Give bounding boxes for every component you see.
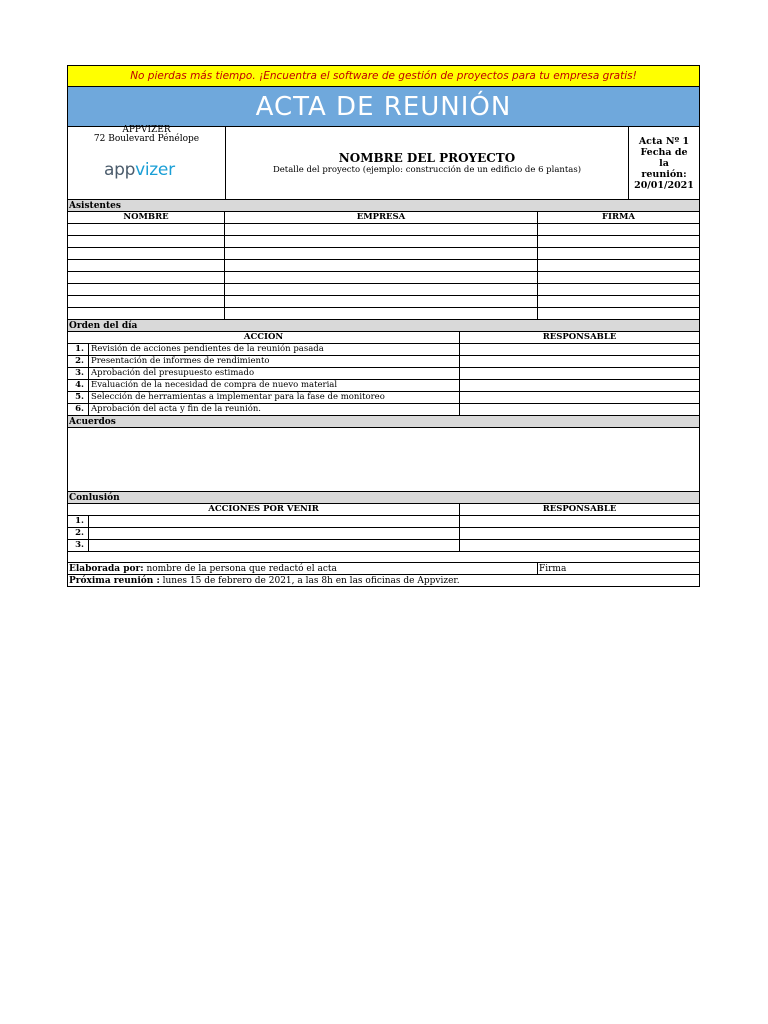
asistente-nombre-cell[interactable]	[68, 248, 225, 259]
agenda-responsable-cell[interactable]	[460, 392, 699, 403]
agenda-row	[67, 404, 700, 416]
asistente-empresa-cell[interactable]	[225, 272, 538, 283]
asistente-firma-cell[interactable]	[538, 284, 699, 295]
asistente-nombre-cell[interactable]	[68, 284, 225, 295]
agenda-responsable-cell[interactable]	[460, 344, 699, 355]
agenda-item-text[interactable]: Revisión de acciones pendientes de la reunión pasada	[89, 344, 460, 355]
asistente-firma-cell[interactable]	[538, 272, 699, 283]
proxima-row	[67, 575, 700, 587]
agenda-number: 6.	[68, 404, 89, 415]
elaborada-row	[67, 563, 700, 575]
agenda-row	[67, 344, 700, 356]
col-responsable: RESPONSABLE	[542, 332, 617, 342]
section-orden: Orden del día	[67, 320, 700, 332]
proxima-label: Próxima reunión :	[69, 576, 160, 586]
asistente-nombre-cell[interactable]	[68, 224, 225, 235]
asistente-empresa-cell[interactable]	[225, 296, 538, 307]
proxima-cell[interactable]	[68, 575, 699, 586]
agenda-row	[67, 392, 700, 404]
conclusion-responsable-cell[interactable]	[460, 528, 699, 539]
asistente-row	[67, 284, 700, 296]
col-acciones-venir: ACCIONES POR VENIR	[68, 504, 460, 515]
firma-cell[interactable]	[538, 563, 699, 574]
conclusion-action-cell[interactable]	[89, 516, 460, 527]
section-conclusion: Conlusión	[67, 492, 700, 504]
conclusion-row	[67, 528, 700, 540]
col-responsable-conclusion: RESPONSABLE	[542, 504, 617, 514]
agenda-item-text[interactable]: Evaluación de la necesidad de compra de nuevo material	[89, 380, 460, 391]
agenda-number: 1.	[68, 344, 89, 355]
asistente-row	[67, 308, 700, 320]
asistente-row	[67, 236, 700, 248]
conclusion-number: 1.	[68, 516, 89, 527]
company-info	[68, 127, 226, 199]
agenda-item-text[interactable]: Presentación de informes de rendimiento	[89, 356, 460, 367]
section-asistentes: Asistentes	[67, 200, 700, 212]
appvizer-logo: appvizer	[104, 160, 175, 180]
header-block	[67, 127, 700, 200]
asistente-firma-cell[interactable]	[538, 224, 699, 235]
agenda-row	[67, 356, 700, 368]
agenda-number: 4.	[68, 380, 89, 391]
asistente-row	[67, 224, 700, 236]
fecha-label: Fecha de la reunión:	[640, 146, 688, 180]
agenda-responsable-cell[interactable]	[460, 368, 699, 379]
elaborada-value: nombre de la persona que redactó el acta	[143, 564, 337, 574]
page-title: ACTA DE REUNIÓN	[67, 87, 700, 127]
firma-label: Firma	[539, 564, 567, 574]
asistente-empresa-cell[interactable]	[225, 224, 538, 235]
conclusion-responsable-cell[interactable]	[460, 540, 699, 551]
conclusion-action-cell[interactable]	[89, 528, 460, 539]
agenda-responsable-cell[interactable]	[460, 380, 699, 391]
asistente-nombre-cell[interactable]	[68, 260, 225, 271]
asistente-nombre-cell[interactable]	[68, 308, 225, 319]
agenda-number: 3.	[68, 368, 89, 379]
agenda-row	[67, 368, 700, 380]
elaborada-label: Elaborada por:	[69, 564, 144, 574]
conclusion-responsable-cell[interactable]	[460, 516, 699, 527]
elaborada-cell[interactable]	[68, 563, 538, 574]
asistente-row	[67, 260, 700, 272]
spacer-row	[67, 552, 700, 563]
acta-number: Acta Nº 1	[638, 135, 690, 147]
asistente-row	[67, 272, 700, 284]
asistente-nombre-cell[interactable]	[68, 296, 225, 307]
asistente-empresa-cell[interactable]	[225, 248, 538, 259]
asistente-row	[67, 296, 700, 308]
asistente-empresa-cell[interactable]	[225, 308, 538, 319]
meeting-minutes-sheet	[67, 65, 700, 587]
conclusion-action-cell[interactable]	[89, 540, 460, 551]
asistente-empresa-cell[interactable]	[225, 260, 538, 271]
meeting-meta	[629, 127, 699, 199]
conclusion-number: 2.	[68, 528, 89, 539]
asistente-nombre-cell[interactable]	[68, 272, 225, 283]
asistente-firma-cell[interactable]	[538, 260, 699, 271]
agenda-row	[67, 380, 700, 392]
asistente-firma-cell[interactable]	[538, 308, 699, 319]
project-detail: Detalle del proyecto (ejemplo: construcción de un edificio de 6 plantas)	[272, 165, 582, 175]
orden-header-row	[67, 332, 700, 344]
section-acuerdos: Acuerdos	[67, 416, 700, 428]
agenda-number: 5.	[68, 392, 89, 403]
conclusion-number: 3.	[68, 540, 89, 551]
agenda-responsable-cell[interactable]	[460, 404, 699, 415]
agenda-number: 2.	[68, 356, 89, 367]
company-name: APPVIZER	[122, 125, 171, 135]
agenda-responsable-cell[interactable]	[460, 356, 699, 367]
asistente-nombre-cell[interactable]	[68, 236, 225, 247]
asistente-firma-cell[interactable]	[538, 296, 699, 307]
asistente-firma-cell[interactable]	[538, 236, 699, 247]
project-info	[226, 127, 629, 199]
agenda-item-text[interactable]: Aprobación del presupuesto estimado	[89, 368, 460, 379]
asistente-empresa-cell[interactable]	[225, 284, 538, 295]
col-nombre: NOMBRE	[68, 212, 225, 223]
agenda-item-text[interactable]: Aprobación del acta y fin de la reunión.	[89, 404, 460, 415]
asistente-firma-cell[interactable]	[538, 248, 699, 259]
promo-banner[interactable]: No pierdas más tiempo. ¡Encuentra el software de gestión de proyectos para tu empresa gratis!	[67, 65, 700, 87]
acuerdos-box[interactable]	[67, 428, 700, 492]
conclusion-header-row	[67, 504, 700, 516]
asistentes-header-row	[67, 212, 700, 224]
conclusion-row	[67, 516, 700, 528]
proxima-value: lunes 15 de febrero de 2021, a las 8h en las oficinas de Appvizer.	[159, 576, 460, 586]
col-empresa: EMPRESA	[225, 212, 538, 223]
fecha-value: 20/01/2021	[634, 179, 694, 191]
project-name: NOMBRE DEL PROYECTO	[338, 151, 516, 165]
asistente-empresa-cell[interactable]	[225, 236, 538, 247]
col-accion: ACCIÓN	[68, 332, 460, 343]
company-address: 72 Boulevard Pénélope	[93, 134, 200, 144]
col-firma: FIRMA	[601, 212, 636, 222]
agenda-item-text[interactable]: Selección de herramientas a implementar para la fase de monitoreo	[89, 392, 460, 403]
asistente-row	[67, 248, 700, 260]
conclusion-row	[67, 540, 700, 552]
